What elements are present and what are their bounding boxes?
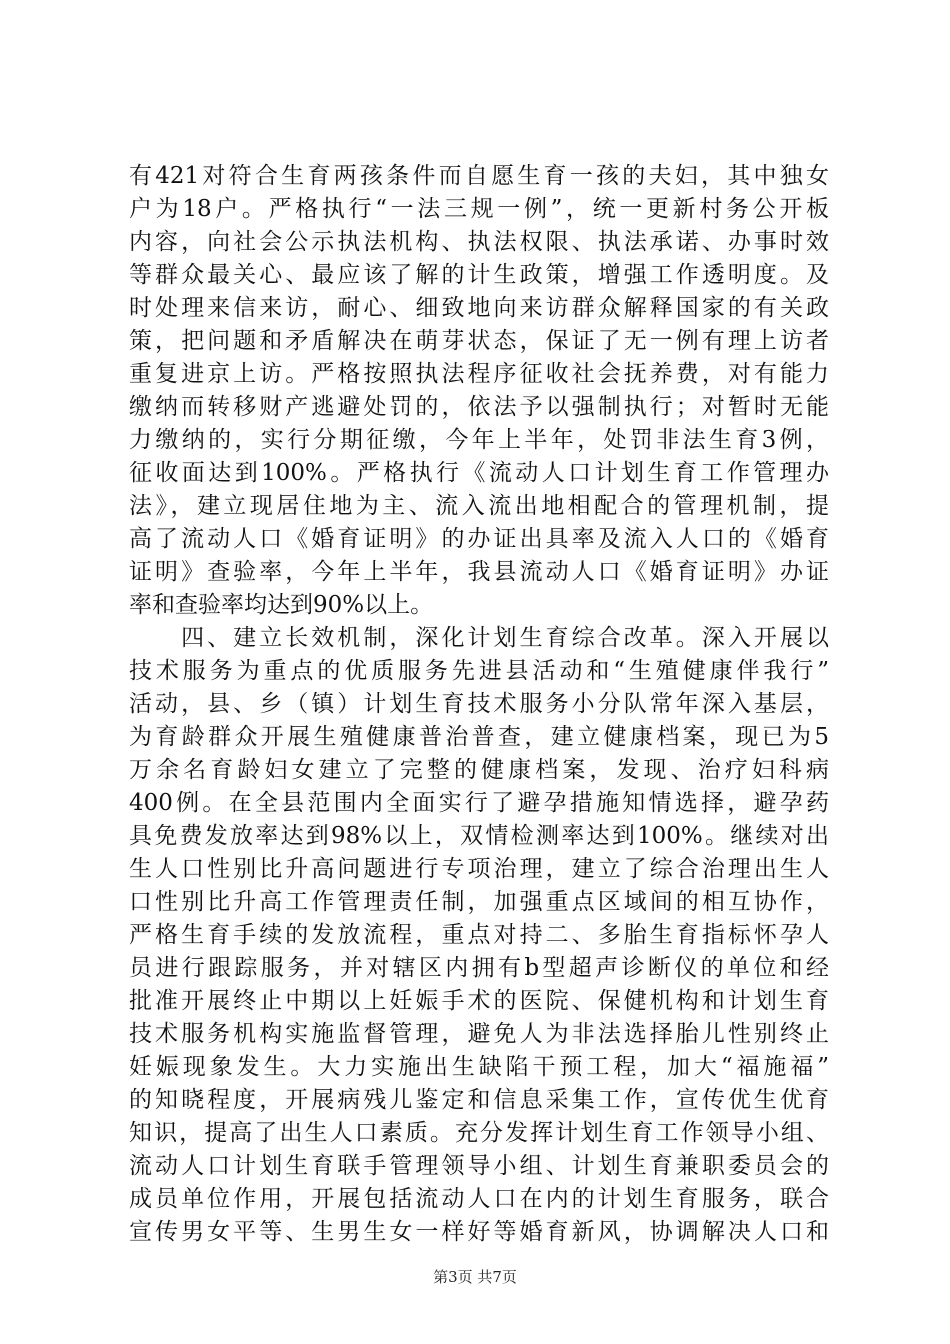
text-line: 证明》查验率，今年上半年，我县流动人口《婚育证明》办证 bbox=[129, 559, 829, 585]
page-footer: 第3页 共7页 bbox=[433, 1268, 517, 1286]
text-line: 技术服务为重点的优质服务先进县活动和“生殖健康伴我行” bbox=[129, 658, 829, 684]
text-line: 生人口性别比升高问题进行专项治理，建立了综合治理出生人 bbox=[129, 856, 829, 882]
text-line: 严格生育手续的发放流程，重点对持二、多胎生育指标怀孕人 bbox=[129, 922, 829, 948]
text-line: 活动，县、乡（镇）计划生育技术服务小分队常年深入基层， bbox=[129, 691, 829, 717]
text-line: 有421对符合生育两孩条件而自愿生育一孩的夫妇，其中独女 bbox=[129, 163, 829, 189]
text-line: 为育龄群众开展生殖健康普治普查，建立健康档案，现已为5 bbox=[129, 724, 829, 750]
text-line: 重复进京上访。严格按照执法程序征收社会抚养费，对有能力 bbox=[129, 361, 829, 387]
text-line: 成员单位作用，开展包括流动人口在内的计划生育服务，联合 bbox=[129, 1186, 829, 1212]
text-line: 流动人口计划生育联手管理领导小组、计划生育兼职委员会的 bbox=[129, 1153, 829, 1179]
text-line: 的知晓程度，开展病残儿鉴定和信息采集工作，宣传优生优育 bbox=[129, 1087, 829, 1113]
text-line: 宣传男女平等、生男生女一样好等婚育新风，协调解决人口和 bbox=[129, 1219, 829, 1245]
text-line: 知识，提高了出生人口素质。充分发挥计划生育工作领导小组、 bbox=[129, 1120, 829, 1146]
text-line: 等群众最关心、最应该了解的计生政策，增强工作透明度。及 bbox=[129, 262, 829, 288]
text-line: 400例。在全县范围内全面实行了避孕措施知情选择，避孕药 bbox=[129, 790, 829, 816]
text-line: 法》，建立现居住地为主、流入流出地相配合的管理机制，提 bbox=[129, 493, 829, 519]
text-line: 技术服务机构实施监督管理，避免人为非法选择胎儿性别终止 bbox=[129, 1021, 829, 1047]
text-line: 具免费发放率达到98%以上，双情检测率达到100%。继续对出 bbox=[129, 823, 829, 849]
text-line: 员进行跟踪服务，并对辖区内拥有b型超声诊断仪的单位和经 bbox=[129, 955, 829, 981]
text-line: 口性别比升高工作管理责任制，加强重点区域间的相互协作， bbox=[129, 889, 829, 915]
text-line: 万余名育龄妇女建立了完整的健康档案，发现、治疗妇科病 bbox=[129, 757, 829, 783]
text-line: 时处理来信来访，耐心、细致地向来访群众解释国家的有关政 bbox=[129, 295, 829, 321]
text-line: 缴纳而转移财产逃避处罚的，依法予以强制执行；对暂时无能 bbox=[129, 394, 829, 420]
text-line: 四、建立长效机制，深化计划生育综合改革。深入开展以 bbox=[129, 625, 829, 651]
text-line: 内容，向社会公示执法机构、执法权限、执法承诺、办事时效 bbox=[129, 229, 829, 255]
text-line: 征收面达到100%。严格执行《流动人口计划生育工作管理办 bbox=[129, 460, 829, 486]
text-line: 户为18户。严格执行“一法三规一例”，统一更新村务公开板 bbox=[129, 196, 829, 222]
text-line: 妊娠现象发生。大力实施出生缺陷干预工程，加大“福施福” bbox=[129, 1054, 829, 1080]
text-line: 率和查验率均达到90%以上。 bbox=[129, 592, 434, 618]
text-line: 批准开展终止中期以上妊娠手术的医院、保健机构和计划生育 bbox=[129, 988, 829, 1014]
text-line: 力缴纳的，实行分期征缴，今年上半年，处罚非法生育3例， bbox=[129, 427, 829, 453]
body-text bbox=[129, 160, 829, 1249]
text-line: 高了流动人口《婚育证明》的办证出具率及流入人口的《婚育 bbox=[129, 526, 829, 552]
text-line: 策，把问题和矛盾解决在萌芽状态，保证了无一例有理上访者 bbox=[129, 328, 829, 354]
